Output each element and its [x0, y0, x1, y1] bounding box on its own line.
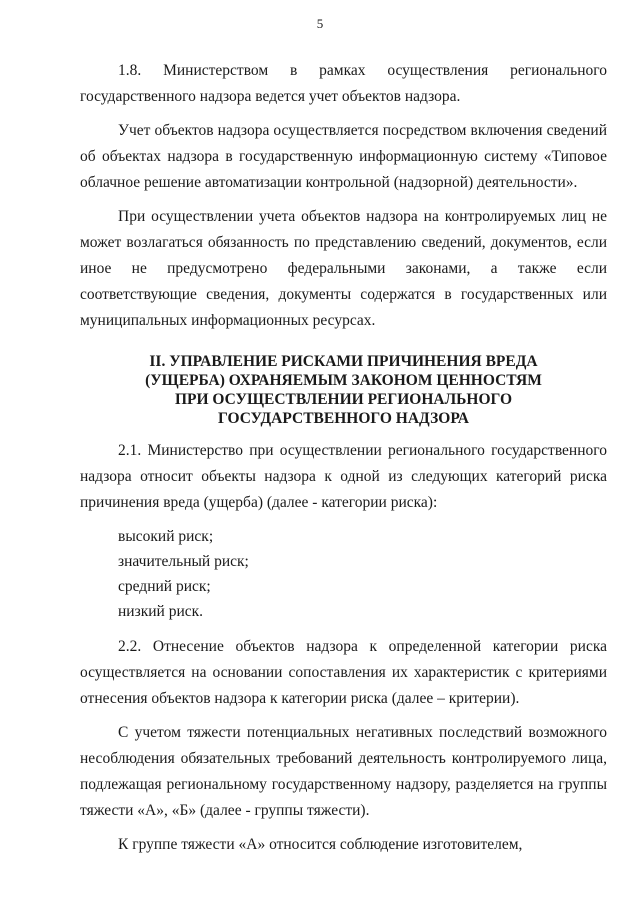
- paragraph-severity-groups: С учетом тяжести потенциальных негативных последствий возможного несоблюдения обязательных требований деятельность контролируемого лица, подлежащая региональному государственному надзору, разделяется на группы тяжести «А», «Б» (далее - группы тяжести).: [80, 724, 607, 819]
- risk-category-list: [80, 524, 607, 624]
- paragraph-obligations: При осуществлении учета объектов надзора на контролируемых лиц не может возлагаться обязанность по представлению сведений, документов, если иное не предусмотрено федеральными законами, а также если соответствующие сведения, документы содержатся в государственных или муниципальных информационных ресурсах.: [80, 208, 607, 329]
- paragraph-group-a: К группе тяжести «А» относится соблюдение изготовителем,: [118, 836, 523, 853]
- paragraph-1-8: 1.8. Министерством в рамках осуществления регионального государственного надзора ведется учет объектов надзора.: [80, 62, 607, 105]
- paragraph-accounting: Учет объектов надзора осуществляется посредством включения сведений об объектах надзора в государственную информационную систему «Типовое облачное решение автоматизации контрольной (надзорной) деятельности».: [80, 122, 607, 191]
- list-item: низкий риск.: [118, 603, 204, 620]
- list-item: средний риск;: [118, 578, 211, 595]
- list-item: высокий риск;: [118, 528, 214, 545]
- list-item: значительный риск;: [118, 553, 249, 570]
- document-body: [80, 58, 607, 866]
- section-heading: II. УПРАВЛЕНИЕ РИСКАМИ ПРИЧИНЕНИЯ ВРЕДА (УЩЕРБА) ОХРАНЯЕМЫМ ЗАКОНОМ ЦЕННОСТЯМ ПРИ ОСУЩЕСТВЛЕНИИ РЕГИОНАЛЬНОГО ГОСУДАРСТВЕННОГО НАДЗОРА: [145, 353, 542, 427]
- paragraph-2-1: 2.1. Министерство при осуществлении регионального государственного надзора относит объекты надзора к одной из следующих категорий риска причинения вреда (ущерба) (далее - категории риска):: [80, 442, 607, 511]
- paragraph-2-2: 2.2. Отнесение объектов надзора к определенной категории риска осуществляется на основании сопоставления их характеристик с критериями отнесения объектов надзора к категории риска (далее – критерии).: [80, 638, 607, 707]
- page-number: 5: [316, 16, 324, 31]
